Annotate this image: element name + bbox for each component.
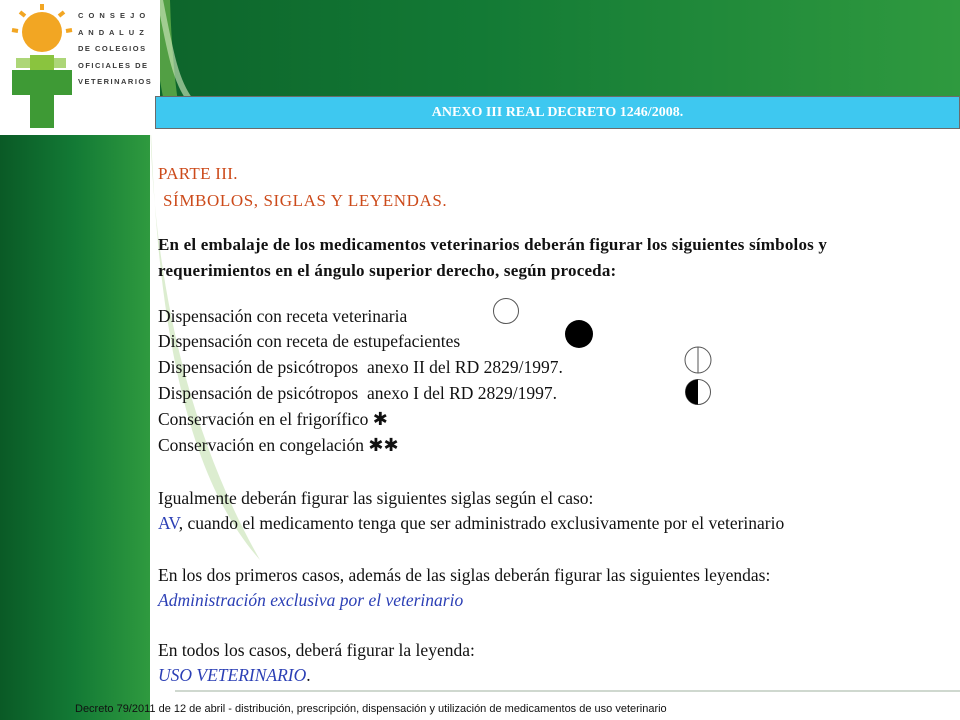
footer-divider (175, 690, 960, 692)
title-banner (155, 96, 960, 129)
logo-line: A N D A L U Z (78, 27, 146, 37)
todos-line (158, 665, 311, 686)
footer-text: Decreto 79/2011 de 12 de abril - distribución, prescripción, dispensación y utilización de medicamentos de uso veterinario (75, 703, 667, 715)
double-asterisk-icon: ✱✱ (368, 435, 399, 456)
leyendas-text: Administración exclusiva por el veterinario (158, 590, 464, 610)
leyendas-intro: En los dos primeros casos, además de las siglas deberán figurar las siguientes leyendas: (158, 565, 771, 585)
symbol-text: Conservación en el frigorífico (158, 409, 369, 429)
todos-text: USO VETERINARIO (158, 665, 307, 685)
symbol-line-estupefacientes (158, 331, 460, 352)
symbol-line-congelacion (158, 435, 399, 456)
banner-title: ANEXO III REAL DECRETO 1246/2008. (431, 105, 684, 120)
symbol-text: Dispensación de psicótropos anexo II del RD 2829/1997. (158, 357, 563, 377)
symbol-line-psicotropos-i (158, 383, 557, 404)
asterisk-icon: ✱ (372, 409, 388, 430)
half-filled-circle-icon (683, 376, 713, 408)
symbol-text: Dispensación de psicótropos anexo I del RD 2829/1997. (158, 383, 558, 403)
siglas-line (158, 513, 784, 534)
section-heading: PARTE III. (158, 164, 238, 183)
symbol-text: Dispensación con receta veterinaria (158, 306, 408, 326)
logo-line: OFICIALES DE (78, 60, 149, 70)
symbol-text: Dispensación con receta de estupefacientes (158, 331, 461, 351)
symbol-line-frigorifico (158, 409, 388, 430)
circle-vertical-line-icon (683, 344, 713, 376)
todos-period: . (306, 665, 311, 685)
intro-paragraph: En el embalaje de los medicamentos veterinarios deberán figurar los siguientes símbolos y requerimientos en el ángulo superior derecho, según proceda: (158, 235, 828, 280)
symbol-line-psicotropos-ii (158, 357, 563, 378)
logo-line: VETERINARIOS (78, 77, 153, 86)
todos-intro: En todos los casos, deberá figurar la leyenda: (158, 640, 475, 660)
logo-line: DE COLEGIOS (78, 44, 147, 53)
siglas-desc: , cuando el medicamento tenga que ser administrado exclusivamente por el veterinario (178, 513, 785, 533)
section-subtitle: SÍMBOLOS, SIGLAS Y LEYENDAS. (163, 191, 448, 210)
logo-line: C O N S E J O (78, 11, 147, 20)
siglas-code: AV (158, 513, 179, 533)
empty-circle-icon (492, 296, 520, 326)
logo-text (78, 8, 152, 91)
logo (0, 0, 160, 135)
siglas-intro: Igualmente deberán figurar las siguientes siglas según el caso: (158, 488, 594, 508)
symbol-line-receta (158, 306, 407, 327)
symbol-text: Conservación en congelación (158, 435, 365, 455)
filled-circle-icon (563, 318, 595, 350)
